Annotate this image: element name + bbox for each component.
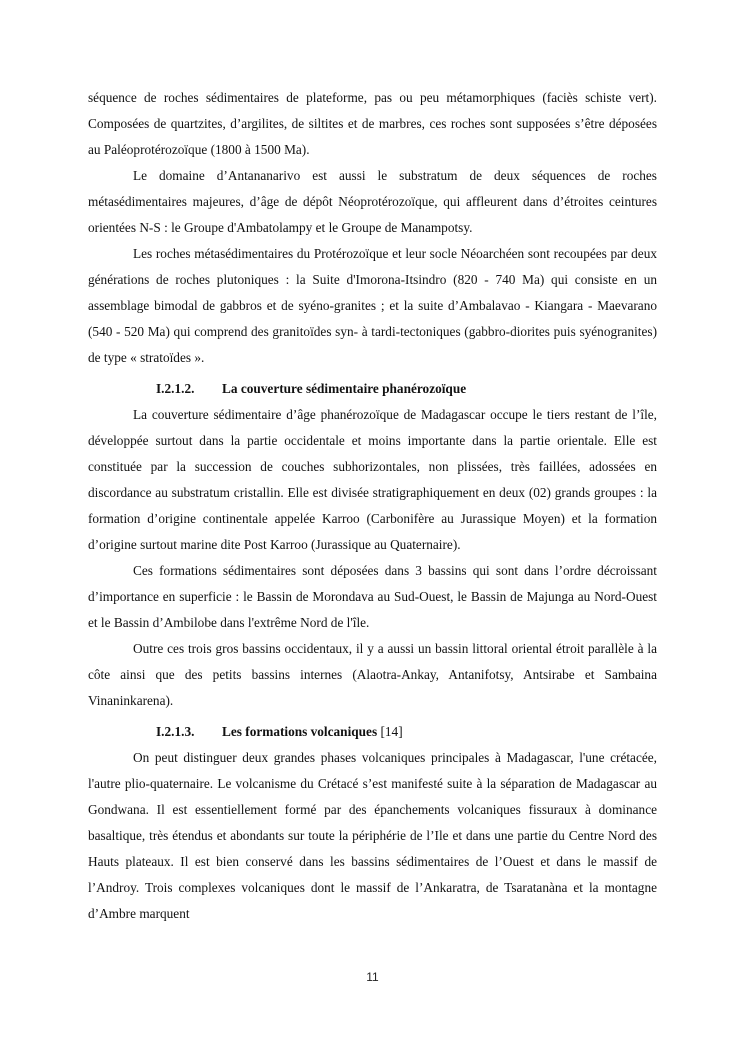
section-number: I.2.1.3. [156,724,195,739]
paragraph-coastal-basin: Outre ces trois gros bassins occidentaux, il y a aussi un bassin littoral oriental étroit parallèle à la côte ainsi que des petits bassins internes (Alaotra-Ankay, Antanifotsy, Antsirabe et Sambaina Vinaninkarena). [88,641,657,708]
paragraph-antananarivo: Le domaine d’Antananarivo est aussi le substratum de deux séquences de roches métasédimentaires majeures, d’âge de dépôt Néoprotérozoïque, qui affleurent dans d’étroites ceintures orientées N-S : le Groupe d'Ambatolampy et le Groupe de Manampotsy. [88,168,657,235]
paragraph-volcanic-phases: On peut distinguer deux grandes phases volcaniques principales à Madagascar, l'une crétacée, l'autre plio-quaternaire. Le volcanisme du Crétacé s’est manifesté suite à la séparation de Madagascar au Gondwana. Il est essentiellement formé par des épanchements volcaniques fissuraux à dominance basaltique, très étendus et abondants sur toute la périphérie de l’Ile et dans une partie du Centre Nord des Hauts plateaux. Il est bien conservé dans les bassins sédimentaires de l’Ouest et dans le massif de l’Androy. Trois complexes volcaniques dont le massif de l’Ankaratra, de Tsaratanàna et la montagne d’Ambre marquent [88,750,657,921]
paragraph-basins: Ces formations sédimentaires sont déposées dans 3 bassins qui sont dans l’ordre décroissant d’importance en superficie : le Bassin de Morondava au Sud-Ouest, le Bassin de Majunga au Nord-Ouest et le Bassin d’Ambilobe dans l'extrême Nord de l'île. [88,563,657,630]
section-number: I.2.1.2. [156,381,195,396]
section-heading-1213 [156,719,657,745]
paragraph-phanerozoic-cover: La couverture sédimentaire d’âge phanérozoïque de Madagascar occupe le tiers restant de l’île, développée surtout dans la partie occidentale et moins importante dans la partie orientale. Elle est constituée par la succession de couches subhorizontales, non plissées, très faillées, adossées en discordance au substratum cristallin. Elle est divisée stratigraphiquement en deux (02) grands groupes : la formation d’origine continentale appelée Karroo (Carbonifère au Jurassique Moyen) et la formation d’origine surtout marine dite Post Karroo (Jurassique au Quaternaire). [88,407,657,552]
document-page [88,85,657,927]
paragraph-continuation: séquence de roches sédimentaires de plateforme, pas ou peu métamorphiques (faciès schiste vert). Composées de quartzites, d’argilites, de siltites et de marbres, ces roches sont supposées s’être déposées au Paléoprotérozoïque (1800 à 1500 Ma). [88,90,657,157]
paragraph-plutonic-rocks: Les roches métasédimentaires du Protérozoïque et leur socle Néoarchéen sont recoupées par deux générations de roches plutoniques : la Suite d'Imorona-Itsindro (820 - 740 Ma) qui consiste en un assemblage bimodal de gabbros et de syéno-granites ; et la suite d’Ambalavao - Kiangara - Maevarano (540 - 520 Ma) qui comprend des granitoïdes syn- à tardi-tectoniques (gabbro-diorites puis syénogranites) de type « stratoïdes ». [88,246,657,365]
section-heading-1212 [156,376,657,402]
section-title: La couverture sédimentaire phanérozoïque [222,381,467,396]
page-number: 11 [366,970,379,984]
citation-reference: [14] [380,724,403,739]
section-title: Les formations volcaniques [222,724,378,739]
